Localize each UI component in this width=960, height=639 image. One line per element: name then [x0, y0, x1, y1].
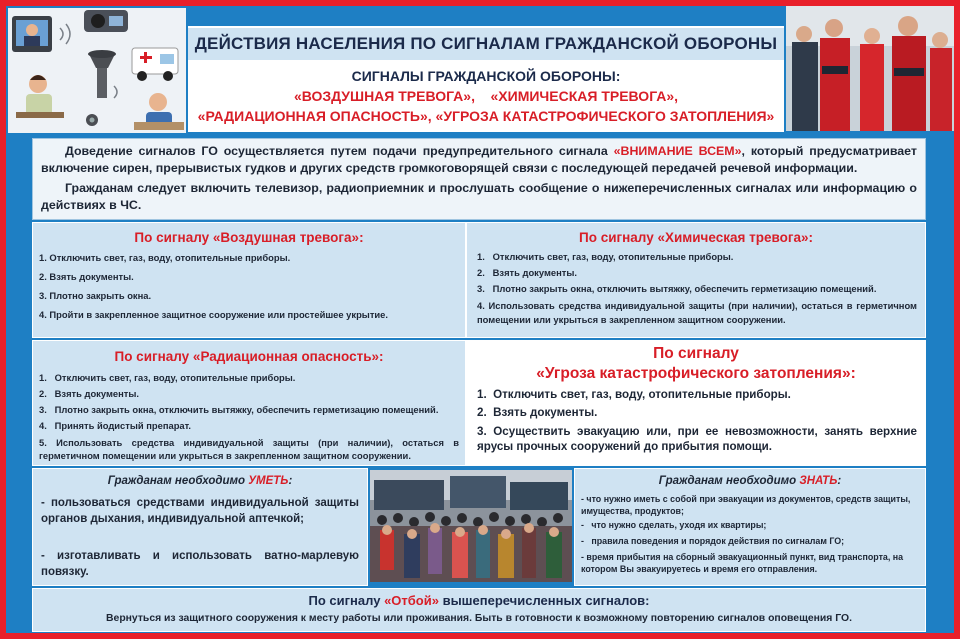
flood-title-1: По сигналу: [653, 345, 739, 362]
tv-icon: [12, 16, 52, 52]
air-raid-item: 2. Взять документы.: [39, 271, 134, 282]
crowd-evacuation-photo: [370, 470, 572, 582]
panel-knowledge: [574, 468, 926, 586]
photo-rescuers: [786, 6, 954, 131]
panel-skills: [32, 468, 368, 586]
radiation-item: 5. Использовать средства индивидуальной защиты (при наличии), остаться в герметичном помещении или укрыться в закрепленном защитном сооружении.: [39, 437, 459, 461]
all-clear-text: Вернуться из защитного сооружения к месту работы или проживания. Быть в готовности к возможному повторению сигналов оповещения ГО.: [106, 613, 852, 624]
chemical-item: 4. Использовать средства индивидуальной защиты (при наличии), остаться в герметичном помещении или укрыться в закрепленном защитном сооружении.: [477, 300, 917, 325]
skills-title: [33, 475, 367, 487]
all-clear-title-after: вышеперечисленных сигналов:: [438, 593, 650, 608]
intro-text: Доведение сигналов ГО осуществляется путем подачи предупредительного сигнала: [65, 144, 614, 158]
radiation-item: 2. Взять документы.: [39, 388, 139, 399]
knowledge-item: - правила поведения и порядок действия по сигналам ГО;: [581, 536, 845, 546]
skills-title-key: УМЕТЬ: [248, 475, 289, 487]
flood-item: 3. Осуществить эвакуацию или, при ее невозможности, занять верхние ярусы прочных сооружений до прибытия помощи.: [477, 425, 917, 453]
chemical-title: По сигналу «Химическая тревога»:: [579, 230, 813, 245]
chemical-item: 2. Взять документы.: [477, 267, 577, 278]
air-raid-item: 1. Отключить свет, газ, воду, отопительные приборы.: [39, 252, 291, 263]
evacuation-photo: [370, 470, 572, 582]
rescuers-photo: [786, 6, 954, 131]
all-clear-title-before: По сигналу: [308, 593, 385, 608]
panel-radiation: [32, 340, 466, 466]
air-raid-item: 4. Пройти в закрепленное защитное сооружение или простейшее укрытие.: [39, 309, 388, 320]
knowledge-title: [575, 475, 925, 487]
all-clear-signal: «Отбой»: [384, 593, 439, 608]
knowledge-title-suffix: :: [837, 475, 842, 487]
gas-mask-icon: [86, 114, 98, 126]
illustration-left: [8, 8, 186, 133]
flood-item: 1. Отключить свет, газ, воду, отопительные приборы.: [477, 388, 791, 401]
knowledge-item: - время прибытия на сборный эвакуационный пункт, вид транспорта, на котором Вы эвакуируетесь и время его отправления.: [581, 552, 904, 574]
panel-air-raid: [32, 222, 466, 338]
knowledge-title-key: ЗНАТЬ: [799, 475, 838, 487]
radio-icon: [84, 10, 128, 32]
radiation-item: 3. Плотно закрыть окна, отключить вытяжку, обеспечить герметизацию помещений.: [39, 404, 439, 415]
panel-chemical: [466, 222, 926, 338]
all-clear-title: [33, 593, 925, 608]
page-title: ДЕЙСТВИЯ НАСЕЛЕНИЯ ПО СИГНАЛАМ ГРАЖДАНСКОЙ ОБОРОНЫ: [194, 34, 778, 53]
intro-paragraph-2: Гражданам следует включить телевизор, радиоприемник и прослушать сообщение о нижеперечисленных сигналах или информацию о действиях в ЧС.: [41, 181, 917, 212]
chemical-item: 1. Отключить свет, газ, воду, отопительные приборы.: [477, 251, 734, 262]
radiation-title: По сигналу «Радиационная опасность»:: [114, 349, 384, 364]
knowledge-item: - что нужно иметь с собой при эвакуации из документов, средств защиты, имущества, продуктов;: [581, 494, 911, 516]
intro-paragraph-1: [41, 143, 917, 176]
flood-item: 2. Взять документы.: [477, 406, 598, 419]
radiation-item: 4. Принять йодистый препарат.: [39, 420, 192, 431]
skills-item: - изготавливать и использовать ватно-марлевую повязку.: [41, 550, 359, 578]
radiation-item: 1. Отключить свет, газ, воду, отопительные приборы.: [39, 372, 296, 383]
attention-all-signal: «ВНИМАНИЕ ВСЕМ»: [613, 144, 742, 158]
skills-title-prefix: Гражданам необходимо: [107, 475, 249, 487]
flood-title-2: «Угроза катастрофического затопления»:: [536, 365, 856, 382]
knowledge-title-prefix: Гражданам необходимо: [658, 475, 800, 487]
signals-line-1: «ВОЗДУШНАЯ ТРЕВОГА», «ХИМИЧЕСКАЯ ТРЕВОГА»,: [293, 88, 679, 104]
air-raid-item: 3. Плотно закрыть окна.: [39, 290, 152, 301]
intro-box: [32, 138, 926, 220]
signals-heading: СИГНАЛЫ ГРАЖДАНСКОЙ ОБОРОНЫ:: [351, 68, 621, 84]
all-clear-bar: [32, 588, 926, 632]
intro-text-continued: , который предусматривает включение сирен, прерывистых гудков и других средств громкоговорящей связи с последующей передачей речевой информации.: [41, 144, 917, 175]
skills-title-suffix: :: [288, 475, 293, 487]
signals-box: [188, 62, 784, 132]
skills-item: - пользоваться средствами индивидуальной защиты органов дыхания, индивидуальной аптечкой;: [41, 497, 359, 525]
communication-illustration: [8, 8, 186, 133]
air-raid-title: По сигналу «Воздушная тревога»:: [134, 230, 364, 245]
chemical-item: 3. Плотно закрыть окна, отключить вытяжку, обеспечить герметизацию помещений.: [477, 283, 877, 294]
signals-line-2: «РАДИАЦИОННАЯ ОПАСНОСТЬ», «УГРОЗА КАТАСТРОФИЧЕСКОГО ЗАТОПЛЕНИЯ»: [197, 108, 775, 124]
knowledge-item: - что нужно сделать, уходя их квартиры;: [581, 520, 767, 530]
panel-flood: [466, 340, 926, 466]
title-bar: [188, 26, 784, 62]
